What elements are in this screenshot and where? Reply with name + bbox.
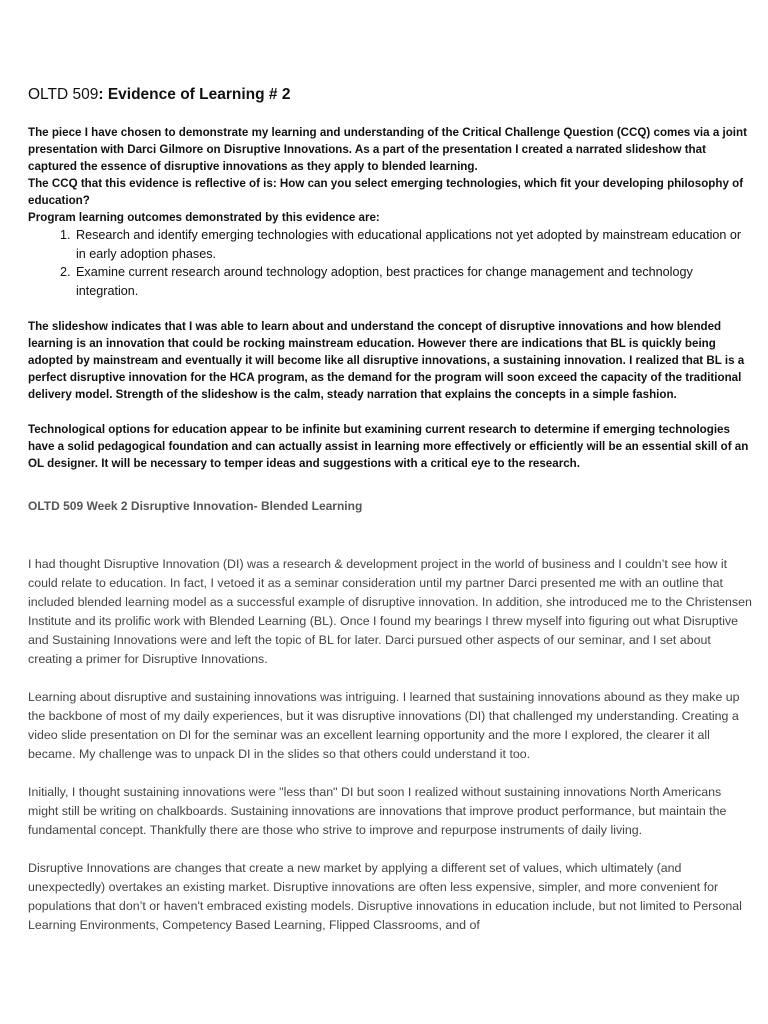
spacer <box>28 300 754 318</box>
body-paragraph: Initially, I thought sustaining innovations were "less than" DI but soon I realized without sustaining innovations North Americans might still be writing on chalkboards. Sustaining innovations are innovations that improve product performance, but maintain the fundamental concept. Thankfully there are those who strive to improve and repurpose instruments of daily living. <box>28 785 727 837</box>
intro-paragraph: The piece I have chosen to demonstrate my learning and understanding of the Critical Challenge Question (CCQ) comes via a joint presentation with Darci Gilmore on Disruptive Innovations. As a part of the presentation I created a narrated slideshow that captured the essence of disruptive innovations as they apply to blended learning. <box>28 126 747 173</box>
body-paragraph: Learning about disruptive and sustaining innovations was intriguing. I learned that sustaining innovations abound as they make up the backbone of most of my daily experiences, but it was disruptive innovations (DI) that challenged my understanding. Creating a video slide presentation on DI for the seminar was an excellent learning opportunity and the more I explored, the clearer it all became. My challenge was to unpack DI in the slides so that others could understand it too. <box>28 690 740 761</box>
section-heading: OLTD 509 Week 2 Disruptive Innovation- Blended Learning <box>28 499 363 513</box>
intro-section <box>28 124 754 472</box>
outcomes-list <box>28 226 754 300</box>
outcome-item: 2. Examine current research around technology adoption, best practices for change management and technology integration. <box>74 263 754 300</box>
ccq-paragraph: The CCQ that this evidence is reflective of is: How can you select emerging technologies, which fit your developing philosophy of education? <box>28 177 744 207</box>
outcomes-intro: Program learning outcomes demonstrated by this evidence are: <box>28 211 380 224</box>
outcome-item: 1. Research and identify emerging technologies with educational applications not yet adopted by mainstream education or in early adoption phases. <box>74 226 754 263</box>
title-course-code: OLTD 509 <box>28 86 99 103</box>
spacer <box>28 403 754 421</box>
slideshow-paragraph: The slideshow indicates that I was able to learn about and understand the concept of disruptive innovations and how blended learning is an innovation that could be rocking mainstream education. However there are indications that BL is quickly being adopted by mainstream and eventually it will become like all disruptive innovations, a sustaining innovation. I realized that BL is a perfect disruptive innovation for the HCA program, as the demand for the program will soon exceed the capacity of the traditional delivery model. Strength of the slideshow is the calm, steady narration that explains the concepts in a simple fashion. <box>28 320 745 401</box>
body-paragraph: I had thought Disruptive Innovation (DI) was a research & development project in the world of business and I couldn’t see how it could relate to education. In fact, I vetoed it as a seminar consideration until my partner Darci presented me with an outline that included blended learning model as a successful example of disruptive innovation. In addition, she introduced me to the Christensen Institute and its prolific work with Blended Learning (BL). Once I found my bearings I threw myself into figuring out what Disruptive and Sustaining Innovations were and left the topic of BL for later. Darci pursued other aspects of our seminar, and I set about creating a primer for Disruptive Innovations. <box>28 557 752 666</box>
title-evidence-label: : Evidence of Learning # 2 <box>98 86 291 103</box>
body-paragraph: Disruptive Innovations are changes that create a new market by applying a different set of values, which ultimately (and unexpectedly) overtakes an existing market. Disruptive innovations are often less expensive, simpler, and more convenient for populations that don’t or haven't embraced existing models. Disruptive innovations in education include, but not limited to Personal Learning Environments, Competency Based Learning, Flipped Classrooms, and of <box>28 861 742 932</box>
page-title <box>28 86 290 104</box>
reflection-section <box>28 555 752 954</box>
technology-paragraph: Technological options for education appear to be infinite but examining current research to determine if emerging technologies have a solid pedagogical foundation and can actually assist in learning more effectively or efficiently will be an essential skill of an OL designer. It will be necessary to temper ideas and suggestions with a critical eye to the research. <box>28 423 749 470</box>
